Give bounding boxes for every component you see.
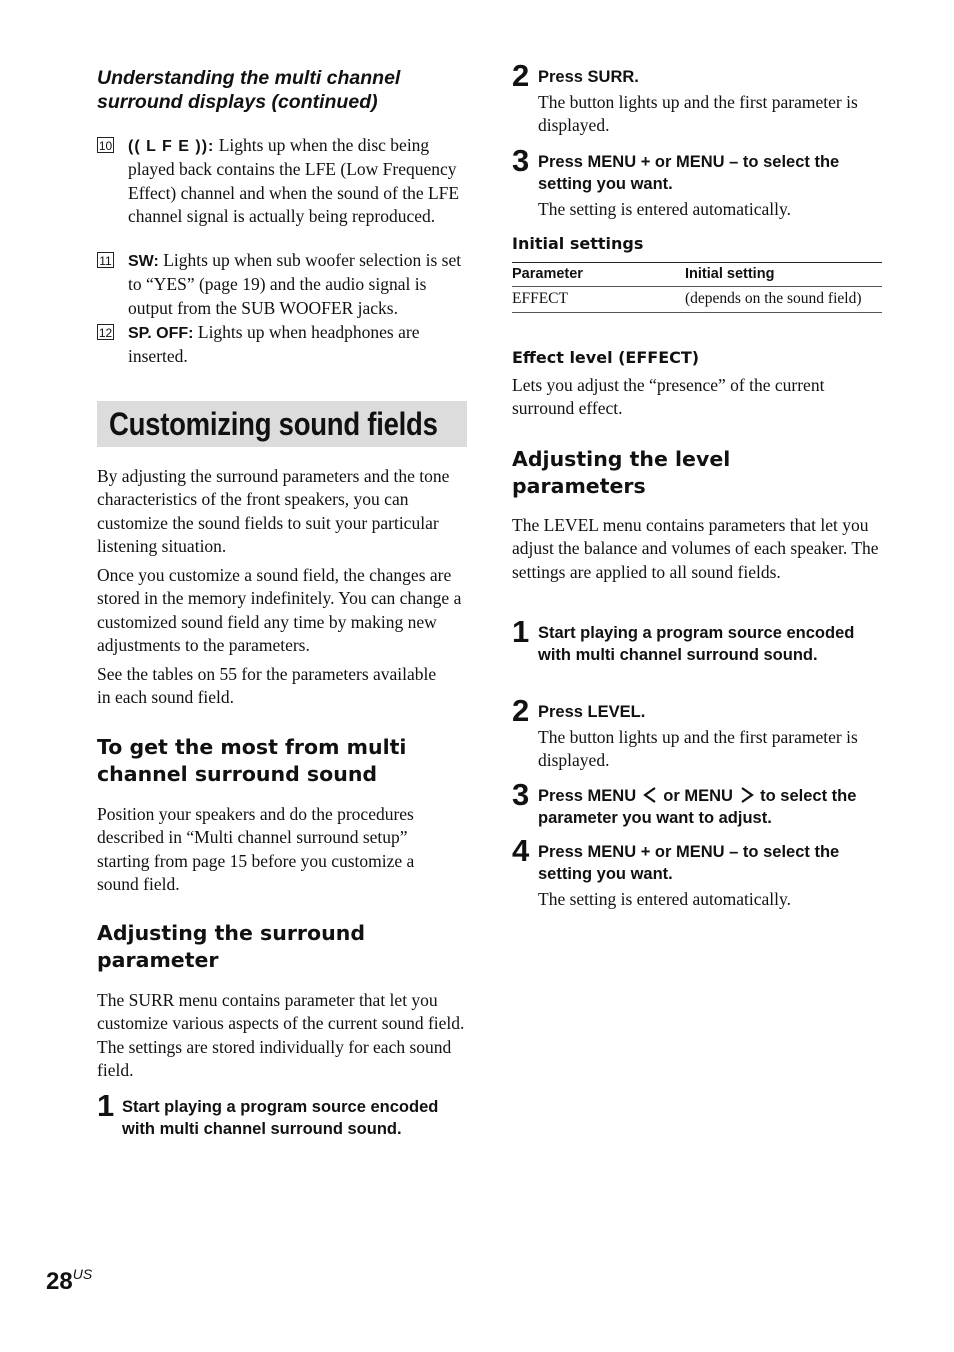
step-number: 4 — [512, 833, 530, 868]
level-step-2 — [512, 693, 882, 773]
column-header: Parameter — [512, 263, 685, 287]
step-title-part: to select the parameter you want to adjust. — [538, 787, 857, 827]
item-label: SP. OFF: — [128, 325, 194, 342]
step-description: The setting is entered automatically. — [538, 199, 792, 219]
most-heading: To get the most from multi channel surround sound — [97, 735, 407, 786]
step-title: Start playing a program source encoded with multi channel surround sound. — [538, 624, 855, 664]
effect-paragraph: Lets you adjust the “presence” of the current surround effect. — [512, 375, 825, 419]
page-region-suffix: US — [72, 1266, 93, 1282]
step-title: Press MENU + or MENU – to select the setting you want. — [538, 153, 840, 193]
step-description: The setting is entered automatically. — [538, 889, 792, 909]
table-header-row — [512, 263, 882, 287]
step-title: Press SURR. — [538, 68, 639, 86]
step-number: 3 — [512, 777, 530, 812]
chevron-right-icon — [738, 787, 756, 803]
item-text: Lights up when headphones are inserted. — [128, 322, 420, 367]
step-description: The button lights up and the first parameter is displayed. — [538, 727, 858, 771]
initial-settings-label: Initial settings — [512, 234, 644, 253]
effect-heading: Effect level (EFFECT) — [512, 348, 700, 367]
step-title-part: Press MENU — [538, 787, 641, 805]
level-step-3 — [512, 777, 882, 829]
level-step-4 — [512, 833, 882, 911]
lfe-indicator: (( L F E )): — [128, 138, 215, 155]
surround-step-3 — [512, 143, 882, 221]
page-number — [46, 1268, 92, 1296]
step-title: Press MENU + or MENU – to select the setting you want. — [538, 843, 840, 883]
chevron-left-icon — [641, 787, 659, 803]
step-number: 3 — [512, 143, 530, 178]
table-cell: EFFECT — [512, 287, 685, 313]
step-title-part: or MENU — [658, 787, 738, 805]
step-number: 2 — [512, 58, 530, 93]
item-text: Lights up when sub woofer selection is set to “YES” (page 19) and the audio signal is output from the SUB WOOFER jacks. — [128, 250, 462, 318]
intro-paragraph: Once you customize a sound field, the changes are stored in the memory indefinitely. You can change a customized sound field any time by making new adjustments to the parameters. — [97, 565, 462, 656]
most-paragraph: Position your speakers and do the procedures described in “Multi channel surround setup” starting from page 15 before you customize a sound field. — [97, 804, 415, 895]
page-number-value: 28 — [46, 1268, 73, 1295]
step-title: Press LEVEL. — [538, 703, 646, 721]
step-description: The button lights up and the first parameter is displayed. — [538, 92, 858, 136]
display-item-sp-off — [97, 321, 467, 369]
surround-paragraph: The SURR menu contains parameter that let you customize various aspects of the current sound field. The settings are stored individually for each sound field. — [97, 990, 465, 1081]
continued-heading: Understanding the multi channel surround displays (continued) — [97, 67, 401, 113]
section-title: Customizing sound fields — [109, 406, 438, 442]
step-title — [538, 785, 882, 829]
item-label: SW: — [128, 253, 159, 270]
section-title-banner — [97, 401, 467, 447]
step-number: 1 — [97, 1088, 115, 1123]
surround-step-2 — [512, 58, 882, 138]
surround-step-1 — [97, 1088, 457, 1140]
item-text: Lights up when the disc being played back contains the LFE (Low Frequency Effect) channel and when the sound of the LFE channel signal is actually being reproduced. — [128, 135, 460, 227]
table-cell: (depends on the sound field) — [685, 287, 882, 313]
step-number: 1 — [512, 614, 530, 649]
surround-heading: Adjusting the surround parameter — [97, 921, 365, 972]
column-header: Initial setting — [685, 263, 882, 287]
display-item-lfe — [97, 134, 467, 229]
level-step-1 — [512, 614, 882, 666]
table-row — [512, 287, 882, 313]
initial-settings-table — [512, 262, 882, 313]
item-number: 10 — [98, 139, 113, 153]
item-number: 11 — [97, 252, 114, 268]
display-item-sw — [97, 249, 467, 320]
step-number: 2 — [512, 693, 530, 728]
level-paragraph: The LEVEL menu contains parameters that let you adjust the balance and volumes of each speaker. The settings are applied to all sound fields. — [512, 515, 879, 582]
intro-paragraph: See the tables on 55 for the parameters available in each sound field. — [97, 664, 437, 708]
item-number: 12 — [98, 326, 113, 340]
step-title: Start playing a program source encoded with multi channel surround sound. — [122, 1098, 439, 1138]
intro-paragraph: By adjusting the surround parameters and the tone characteristics of the front speakers, you can customize the sound fields to suit your particular listening situation. — [97, 466, 450, 557]
level-heading: Adjusting the level parameters — [512, 447, 731, 498]
